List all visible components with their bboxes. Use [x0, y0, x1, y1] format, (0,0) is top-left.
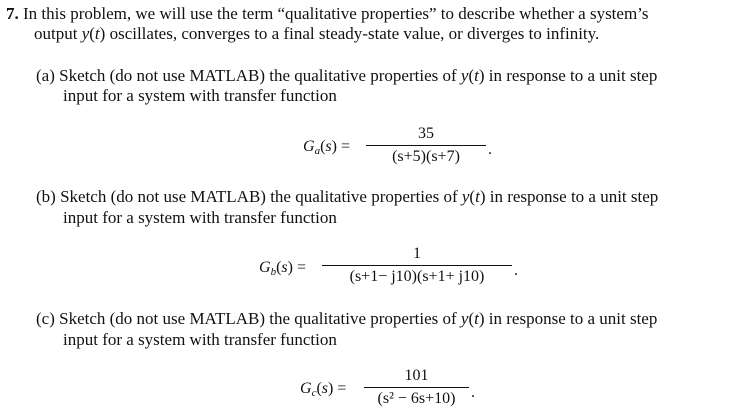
part-b-line-1: (b) Sketch (do not use MATLAB) the qualitative properties of y(t) in response to a unit step — [36, 187, 659, 206]
part-c-line-2: input for a system with transfer function — [63, 330, 337, 349]
problem-line-1 — [6, 4, 649, 24]
problem-line-2: output y(t) oscillates, converges to a final steady-state value, or diverges to infinity. — [34, 24, 600, 43]
part-b-label: (b) — [36, 187, 56, 206]
var-t: t — [94, 24, 100, 43]
part-c-line-1: (c) Sketch (do not use MATLAB) the qualitative properties of y(t) in response to a unit step — [36, 309, 658, 328]
fn-letter: G — [300, 380, 312, 397]
part-b-denominator: (s+1− j10)(s+1+ j10) — [349, 268, 485, 285]
fn-letter: G — [259, 259, 271, 276]
part-c-numerator: 101 — [404, 367, 429, 384]
part-c-period: . — [471, 384, 475, 401]
part-c-text-1a: Sketch (do not use MATLAB) the qualitative properties of — [59, 309, 461, 328]
problem-intro-text-1: In this problem, we will use the term “qualitative properties” to describe whether a system’s — [23, 4, 649, 23]
part-a-lhs: $G_a(s)$ = — [303, 138, 350, 157]
part-b-text-1a: Sketch (do not use MATLAB) the qualitative properties of — [60, 187, 462, 206]
var-y: y — [460, 66, 469, 85]
fn-letter: G — [303, 138, 315, 155]
problem-number: 7. — [6, 4, 19, 23]
var-t: t — [474, 309, 479, 328]
problem-intro-text-2b: oscillates, converges to a final steady-state value, or diverges to infinity. — [105, 24, 600, 43]
part-b-numerator: 1 — [413, 245, 421, 262]
var-t: t — [475, 187, 480, 206]
equals-sign: = — [337, 380, 347, 397]
var-s: s — [325, 138, 332, 155]
fn-subscript: a — [314, 145, 321, 157]
problem-intro-text-2a: output — [34, 24, 82, 43]
var-y: y — [81, 24, 90, 43]
part-a-text-1b: in response to a unit step — [484, 66, 658, 85]
part-b-text-1b: in response to a unit step — [485, 187, 659, 206]
part-a-text-1a: Sketch (do not use MATLAB) the qualitative properties of — [59, 66, 461, 85]
part-a-numerator: 35 — [418, 125, 434, 142]
part-b-period: . — [514, 262, 518, 279]
var-y: y — [461, 187, 470, 206]
part-a-denominator: (s+5)(s+7) — [392, 148, 460, 165]
part-c-denominator: (s² − 6s+10) — [377, 390, 456, 407]
var-s: s — [321, 380, 329, 397]
part-a-period: . — [488, 141, 492, 158]
part-a-label: (a) — [36, 66, 55, 85]
part-c-lhs: $G_c(s)$ = — [300, 380, 347, 399]
part-b-lhs: $G_b(s)$ = — [259, 259, 306, 278]
part-c-label: (c) — [36, 309, 55, 328]
part-a-line-1: (a) Sketch (do not use MATLAB) the qualitative properties of y(t) in response to a unit step — [36, 66, 658, 85]
part-b-fraction — [322, 244, 512, 286]
part-c-text-1b: in response to a unit step — [484, 309, 658, 328]
var-t: t — [474, 66, 479, 85]
fn-subscript: b — [270, 266, 277, 278]
equals-sign: = — [296, 259, 306, 276]
fn-subscript: c — [311, 387, 317, 399]
var-y: y — [460, 309, 469, 328]
part-b-line-2: input for a system with transfer function — [63, 208, 337, 227]
part-a-fraction — [366, 124, 486, 166]
part-a-line-2: input for a system with transfer function — [63, 86, 337, 105]
equals-sign: = — [340, 138, 350, 155]
part-c-fraction — [364, 366, 469, 408]
var-s: s — [281, 259, 288, 276]
